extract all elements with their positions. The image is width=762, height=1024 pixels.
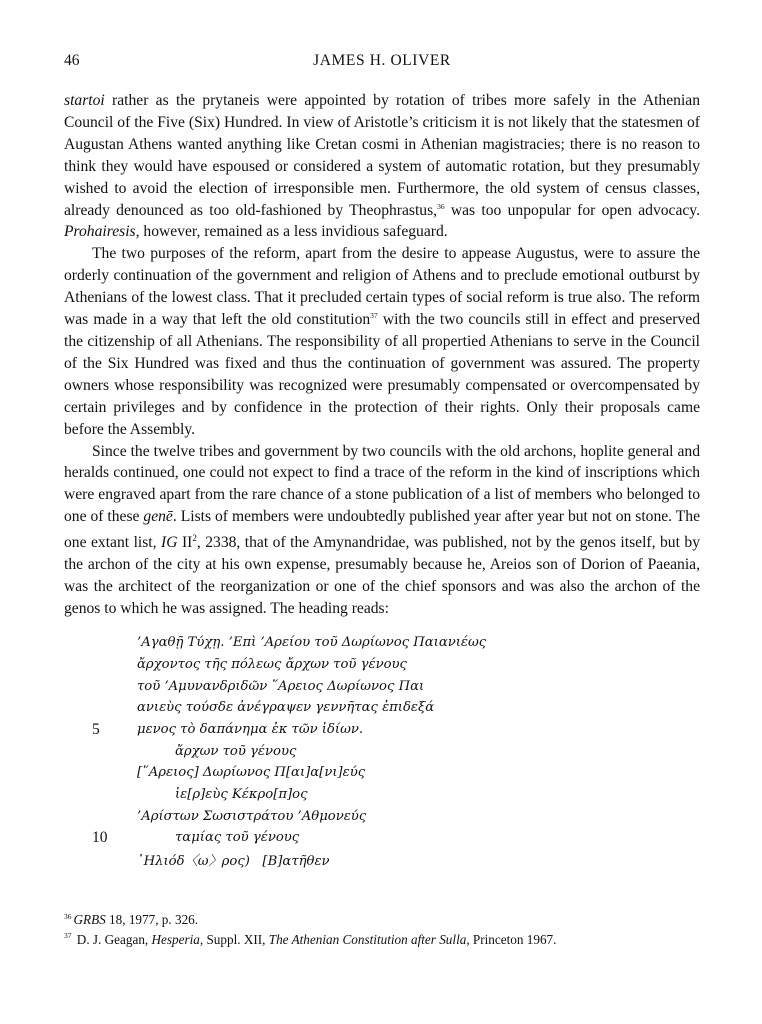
inscription-line [64,784,700,806]
page-number: 46 [64,52,80,69]
inscription-text: [῞Αρειος] Δωρίωνος Π[αι]α[νι]εύς [137,765,366,781]
footnote-ref-36[interactable]: 36 [437,201,445,211]
text-run: however, remained as a less invidious safeguard. [139,223,448,241]
paragraph-1 [64,90,700,243]
text-run: Suppl. XII, [203,931,269,947]
book-title: The Athenian Constitution after Sulla, [268,931,470,947]
footnote-37 [64,930,724,950]
inscription-text: ῾Ηλιόδ〈ω〉ρος) [Β]ατῆθεν [137,854,330,870]
footnote-mark: 36 [64,911,72,921]
text-run: D. J. Geagan, [73,931,152,947]
inscription-line [64,849,700,871]
text-run: Since the twelve tribes and government by two councils with the old archons, hoplite general and heralds continued, one could not expect to find a trace of the reform in the kind of inscriptions which were engraved apart from the rare chance of a stone publication of a list of members who belonged to one of these [64,442,700,526]
inscription-line [64,827,700,849]
text-run: The two purposes of the reform, apart from the desire to appease Augustus, were to assure the orderly continuation of the government and religion of Athens and to preclude emotional outburst by Athenians of the lowest class. That it precluded certain types of social reform is true also. The reform was made in a way that left the old constitution [64,245,700,329]
line-number: 10 [92,828,108,846]
inscription-line [64,805,700,827]
text-run: 18, 1977, p. 326. [105,912,199,927]
inscription-line [64,675,700,697]
inscription-text: τοῦ ’Αμυνανδριδῶν ῞Αρειος Δωρίωνος Παι [137,678,425,694]
text-run: rather as the prytaneis were appointed by rotation of tribes more safely in the Athenian Council of the Five (Six) Hundred. In view of Aristotle’s criticism it is not likely that the statesmen of Augustan Athens wanted anything like Cretan cosmi in Athenian magistracies; there is no reason to think they would have espoused or considered a system of automatic rotation, but they presumably wished to avoid the election of irresponsible men. Furthermore, the old system of census classes, already denounced as too old-fashioned by Theophrastus, [64,92,700,219]
inscription-text: ’Αγαθῇ Τύχῃ. ’Επὶ ’Αρείου τοῦ Δωρίωνος Παιανιέως [137,635,487,651]
footnote-ref-37[interactable]: 37 [370,310,378,320]
page [64,52,700,871]
inscription-text: ἄρχοντος τῆς πόλεως ἄρχων τοῦ γένους [137,656,407,672]
text-run: Princeton 1967. [469,931,557,947]
inscription-text: ἄρχων τοῦ γένους [175,743,297,759]
inscription-line [64,654,700,676]
running-head: JAMES H. OLIVER [313,52,451,69]
text-run: . Lists of members were undoubtedly published year after year but not on stone. The one extant list, [64,508,700,552]
text-run: , 2338, that of the Amynandridae, was published, not by the genos itself, but by the archon of the city at his own expense, presumably because he, Areios son of Dorion of Paeania, was the architect of the reorganization or one of the chief sponsors and was also the archon of the genos to which he was assigned. The heading reads: [64,534,700,618]
text-run: II [177,534,193,552]
footnotes [64,910,724,949]
paragraph-2 [64,243,700,440]
journal-title: Hesperia, [151,931,204,947]
inscription-text: ανιεὺς τούσδε ἀνέγραψεν γεννῆτας ἐπιδεξά [137,700,435,716]
inscription-line [64,632,700,654]
inscription-block [64,632,700,871]
inscription-line [64,697,700,719]
inscription-text: ’Αρίστων Σωσιστράτου ’Αθμονεύς [137,808,367,824]
italic-term: IG [161,534,178,552]
text-run: with the two councils still in effect and preserved the citizenship of all Athenians. The responsibility of all propertied Athenians to serve in the Council of the Six Hundred was fixed and thus the continuation of government was assured. The property owners whose responsibility was recognized were presumably compensated or overcompensated by certain privileges and by confidence in the protection of their rights. Only their proposals came before the Assembly. [64,311,700,438]
page-header [64,52,700,74]
inscription-line [64,762,700,784]
superscript: 2 [192,533,197,544]
journal-title: GRBS [73,912,106,927]
inscription-text: ἱε[ρ]εὺς Κέκρο[π]ος [175,787,308,803]
footnote-mark: 37 [64,931,72,941]
inscription-line [64,740,700,762]
inscription-text: ταμίας τοῦ γένους [175,830,300,846]
italic-term: startoi [64,92,105,109]
footnote-36 [64,910,724,930]
body-text [64,90,700,620]
inscription-text: μενος τὸ δαπάνημα ἐκ τῶν ἰδίων. [137,722,364,738]
italic-term: genē [143,508,173,526]
inscription-line [64,719,700,741]
paragraph-3 [64,441,700,620]
italic-term: Prohairesis, [64,223,140,241]
line-number: 5 [92,720,100,738]
text-run: was too unpopular for open advocacy. [444,201,700,219]
